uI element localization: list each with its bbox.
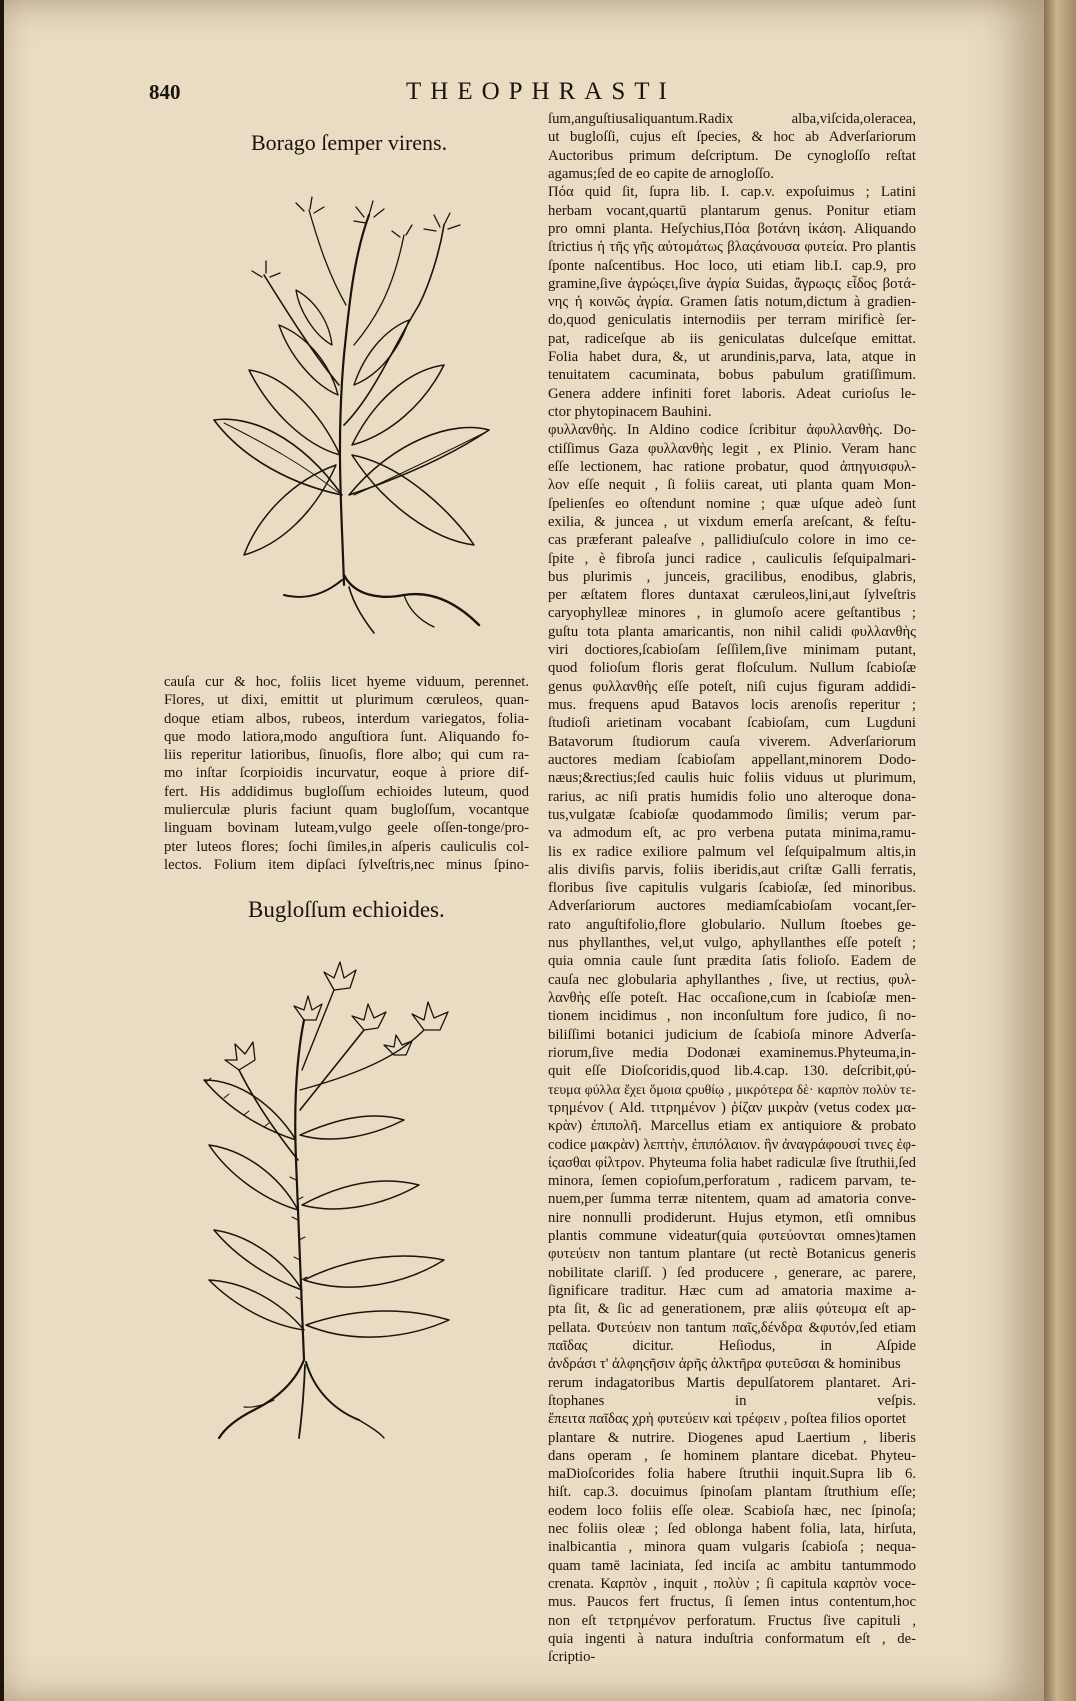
text-line: riorum,ſive media Dodonæi examinemus.Phyteuma,in- bbox=[548, 1044, 916, 1061]
text-line: παῖδας dicitur. Heſiodus, in Aſpide bbox=[548, 1337, 916, 1354]
text-line: dans operam , ſe hominem plantare dicebat. Phyteu- bbox=[548, 1447, 916, 1464]
text-line: nec foliis oleæ ; ſed oblonga habent folia, lata, hirſuta, bbox=[548, 1521, 916, 1538]
text-line: ίςασθαι φίλτρον. Phyteuma folia habet radiculæ ſive ſtruthii,ſed bbox=[548, 1154, 916, 1171]
text-line: Flores, ut dixi, emittit ut plurimum cœruleos, quan- bbox=[164, 692, 529, 709]
text-line: caryophylleæ minores , in glumoſo acere geſtantibus ; bbox=[548, 605, 916, 622]
plant-woodcut-icon bbox=[204, 195, 504, 635]
text-line: floribus ſive capitulis vulgaris ſcabioſæ, ſed minoribus. bbox=[548, 880, 916, 897]
page-number: 840 bbox=[149, 80, 181, 104]
text-line: pat, radiceſque ab iis geniculatas dulceſque emittat. bbox=[548, 330, 916, 347]
text-line: genus φυλλανθὴς eſſe poteſt, niſi cujus figuram addidi- bbox=[548, 678, 916, 695]
text-line: ἔπειτα παῖδας χρὴ φυτεύειν καὶ τρέφειν , poſtea filios oportet bbox=[548, 1411, 907, 1428]
text-line: Auctoribus primum deſcriptum. De cynogloſſo reſtat bbox=[548, 147, 916, 164]
text-line: per æſtatem flores duntaxat cæruleos,lini,aut ſylveſtris bbox=[548, 587, 916, 604]
text-line: mo inſtar ſcorpioidis incurvatur, eoque à priore dif- bbox=[164, 765, 529, 782]
plant-woodcut-icon bbox=[184, 960, 484, 1440]
text-line: Genera addere infiniti foret laboris. Adeat curioſus le- bbox=[548, 385, 916, 402]
text-line: φυλλανθὴς. In Aldino codice ſcribitur ἀφυλλανθὴς. Do- bbox=[548, 422, 916, 439]
text-line: cauſa cur & hoc, foliis licet hyeme viduum, perennet. bbox=[164, 674, 529, 690]
text-line: agamus;ſed de eo capite de arnogloſſo. bbox=[548, 165, 774, 182]
text-line: tus,vulgatæ ſcabioſæ quodammodo ſimilis; verum par- bbox=[548, 806, 916, 823]
text-line: Folia habet dura, &, ut arundinis,parva, lata, atque in bbox=[548, 349, 916, 366]
text-line: inalbicantia , minora quam vulgaris ſcabioſa ; nequa- bbox=[548, 1539, 916, 1556]
text-line: τρημένον ( Ald. τιτρημένον ) ῥίζαν μικρὰν (vetus codex μα- bbox=[548, 1099, 916, 1116]
text-line: doque etiam albos, rubeos, interdum variegatos, folia- bbox=[164, 710, 529, 727]
text-line: nobilitate clariſſ. ) ſed producere , generare, ac parere, bbox=[548, 1264, 916, 1281]
text-line: ſignificare traditur. Hæc cum ad amatoria maxime a- bbox=[548, 1283, 916, 1299]
text-line: quia omnia caule ſunt prædita ſatis folioſo. Eadem de bbox=[548, 953, 916, 970]
running-head: THEOPHRASTI bbox=[406, 78, 676, 105]
text-line: κρὰν) ἐπιπολῆ. Marcellus etiam ex antiquiore & probato bbox=[548, 1118, 916, 1135]
text-line: ctiſſimus Gaza φυλλανθὴς legit , ex Plinio. Veram hanc bbox=[548, 440, 916, 457]
text-line: maDioſcorides folia habere ſtruthii inquit.Supra lib 6. bbox=[548, 1466, 916, 1483]
text-line: rerum indagatoribus Martis depulſatorem plantaret. Ari- bbox=[548, 1374, 916, 1391]
text-line: crenata. Καρπὸν , inquit , πολὺν ; ſi capitula καρπὸν voce- bbox=[548, 1576, 916, 1592]
text-line: ſponte naſcentibus. Hoc loco, uti etiam lib.I. cap.9, pro bbox=[548, 257, 916, 274]
text-line: ſum,anguſtiusaliquantum.Radix alba,viſcida,oleracea, bbox=[548, 111, 916, 127]
text-line: quia ingenti à natura induſtria conformatum eſt , de- bbox=[548, 1630, 916, 1647]
book-page bbox=[4, 0, 1044, 1701]
text-line: alis diviſis parvis, foliis iberidis,aut criſtæ Galli ferratis, bbox=[548, 861, 916, 878]
text-line: quod folioſum floris gerat floſculum. Nullum ſcabioſæ bbox=[548, 660, 916, 677]
text-line: pter luteos flores; ſochi ſimiles,in aſperis cauliculis col- bbox=[164, 838, 529, 855]
text-line: quam tamē laciniata, ſed inciſa ac ambitu tantummodo bbox=[548, 1557, 916, 1574]
text-line: Adverſariorum auctores mediamſcabioſam vocant,ſer- bbox=[548, 898, 916, 915]
text-line: lis ex radice exiliore palmum vel ſeſquipalmum altis,in bbox=[548, 843, 916, 860]
text-line: ſpelienſes eo oſtendunt nomine ; quæ uſque adeò ſunt bbox=[548, 495, 916, 512]
text-line: biliſſimi botanici judicium de ſcabioſa minore Adverſa- bbox=[548, 1026, 916, 1043]
text-line: liis reperitur latioribus, ſinuoſis, flore albo; qui cum ra- bbox=[164, 747, 529, 764]
text-line: pellata. Φυτεύειν non tantum παῖς,δένδρα &φυτόν,ſed etiam bbox=[548, 1319, 916, 1336]
text-line: ſtophanes in veſpis. bbox=[548, 1392, 916, 1409]
text-line: pro omni planta. Heſychius,Πόα βοτάνη ἰκάση. Aliquando bbox=[548, 220, 916, 237]
text-line: que modo latiora,modo anguſtiora ſunt. Aliquando fo- bbox=[164, 728, 529, 745]
text-line: guſtu tota planta amaricantis, non nihil calidi φυλλανθὴς bbox=[548, 623, 916, 640]
text-line: non eſt τετρημένον perforatum. Fructus ſive capituli , bbox=[548, 1612, 916, 1629]
text-line: auctores mediam ſcabioſam appellant,minorem Dodo- bbox=[548, 751, 916, 768]
text-line: φυτεύειν non tantum plantare (ut rectè Botanicus generis bbox=[548, 1246, 916, 1263]
figure-caption-borago: Borago ſemper virens. bbox=[251, 130, 448, 155]
text-line: ſtrictius ἡ τῆς γῆς αὐτομάτως βλαςάνουσα φυτεία. Pro plantis bbox=[548, 239, 916, 256]
text-line: næus;&rectius;ſed caulis huic foliis viduus ut plurimum, bbox=[548, 770, 916, 787]
page-header bbox=[149, 78, 949, 110]
text-line: mus. Paucos fert fructus, ſi ſemen intus contentum,hoc bbox=[548, 1594, 916, 1611]
text-line: gramine,ſive ἀγρώςει,ſive ἀγρία Suidas, ἄγρωςις εἶδος βοτά- bbox=[548, 275, 916, 292]
text-line: mulierculæ pluris faciunt quam bugloſſum, vocantque bbox=[164, 802, 529, 819]
text-line: va admodum eſt, ac pro verbena putata minima,ramu- bbox=[548, 825, 916, 842]
text-line: ἀνδράσι τ' ἀλφηςῆσιν ἀρῆς ἀλκτῆρα φυτεῦσαι & hominibus bbox=[548, 1356, 901, 1373]
text-line: λον eſſe nequit , ſi foliis careat, uti planta quam Mon- bbox=[548, 477, 916, 494]
right-column-text bbox=[548, 110, 916, 1667]
text-line: eodem loco foliis eſſe oleæ. Scabioſa hæc, nec ſpinoſa; bbox=[548, 1502, 916, 1519]
text-line: tenuitatem cacuminata, bobus pabulum gratiſſimum. bbox=[548, 367, 916, 384]
text-line: cas præferant paleaſve , pallidiuſculo colore in imo ce- bbox=[548, 532, 916, 549]
text-line: codice μακρὰν) λεπτὴν, ἐπιπόλαιον. ἣν ἀναγράφουσί τινες ἐφ- bbox=[548, 1136, 916, 1153]
text-line: λανθὴς eſſe poteſt. Hac occaſione,cum in ſcabioſæ men- bbox=[548, 990, 916, 1006]
text-line: herbam vocant,quartū plantarum genus. Ponitur etiam bbox=[548, 202, 916, 219]
text-line: do,quod geniculatis internodiis per terram mirificè ſer- bbox=[548, 312, 916, 329]
text-line: νης ἡ κοινῶς ἀγρία. Gramen ſatis notum,dictum à gradien- bbox=[548, 294, 916, 311]
text-line: Batavorum ſtudiorum cauſa viverem. Adverſariorum bbox=[548, 733, 916, 750]
text-line: plantis commune videatur(quia φυτεύονται omnes)tamen bbox=[548, 1228, 916, 1245]
text-line: ſpite , è fibroſa junci radice , cauliculis ſeſquipalmari- bbox=[548, 550, 916, 567]
text-line: plantare & nutrire. Diogenes apud Laertium , liberis bbox=[548, 1429, 916, 1446]
text-line: linguam bovinam luteam,vulgo geele oſſen-tonge/pro- bbox=[164, 820, 529, 837]
text-line: quit eſſe Dioſcoridis,quod lib.4.cap. 130. deſcribit,φύ- bbox=[548, 1063, 916, 1080]
text-line: ctor phytopinacem Bauhini. bbox=[548, 404, 712, 420]
text-line: fert. His addidimus bugloſſum echioides luteum, quod bbox=[164, 783, 529, 800]
text-line: rarius, ac niſi pratis humidis folio uno alteroque dona- bbox=[548, 788, 916, 805]
text-line: ſtudioſi arietinam vocabant ſcabioſam, cum Lugduni bbox=[548, 715, 916, 732]
text-line: τευμα φύλλα ἔχει ὅμοια ςρυθίῳ , μικρότερα δὲ· καρπὸν πολὺν τε- bbox=[548, 1081, 916, 1097]
text-line: tionem incidimus , non inconſultum fore judico, ſi no- bbox=[548, 1008, 916, 1025]
text-line: eſſe lectionem, hac ratione probatur, quod ἀπηγυισφυλ- bbox=[548, 458, 916, 475]
text-line: minora, ſemen copioſum,perforatum , radicem parvam, te- bbox=[548, 1173, 916, 1190]
text-line: lectos. Folium item dipſaci ſylveſtris,nec minus ſpino- bbox=[164, 856, 529, 873]
text-line: pta ſit, & ſic ad generationem, præ aliis φύτευμα eſt ap- bbox=[548, 1301, 916, 1318]
text-line: nire nonnulli prodiderunt. Hujus etymon, etſi omnibus bbox=[548, 1209, 916, 1226]
text-line: hiſt. cap.3. docuimus ſpinoſam plantam ſtruthium eſſe; bbox=[548, 1484, 916, 1501]
figure-caption-buglossum: Bugloſſum echioides. bbox=[248, 897, 445, 922]
text-line: nus phyllanthes, vel,ut vulgo, aphyllanthes eſſe poteſt ; bbox=[548, 935, 916, 952]
left-column-text bbox=[164, 673, 529, 874]
text-line: bus plurimis , junceis, gracilibus, enodibus, glabris, bbox=[548, 568, 916, 585]
text-line: nuem,per ſumma terræ nitentem, quam ad amatoria conve- bbox=[548, 1191, 916, 1208]
text-line: rato anguſtifolio,flore globulario. Nullum ſtoebes ge- bbox=[548, 916, 916, 933]
text-line: mus. frequens apud Batavos locis arenoſis reperitur ; bbox=[548, 697, 916, 713]
text-line: ſcriptio- bbox=[548, 1649, 596, 1666]
text-line: Πόα quid ſit, ſupra lib. I. cap.v. expoſuimus ; Latini bbox=[548, 184, 916, 201]
page-edge bbox=[1044, 0, 1076, 1701]
text-line: exilia, & juncea , ut vixdum emerſa areſcant, & feſtu- bbox=[548, 513, 916, 530]
text-line: viri doctiores,ſcabioſam ſeſſilem,ſive minimam putant, bbox=[548, 642, 916, 659]
text-line: cauſa nec globularia aphyllanthes , ſive, ut rectius, φυλ- bbox=[548, 971, 916, 988]
text-line: ut bugloſſi, cujus eſt ſpecies, & hoc ab Adverſariorum bbox=[548, 129, 916, 146]
